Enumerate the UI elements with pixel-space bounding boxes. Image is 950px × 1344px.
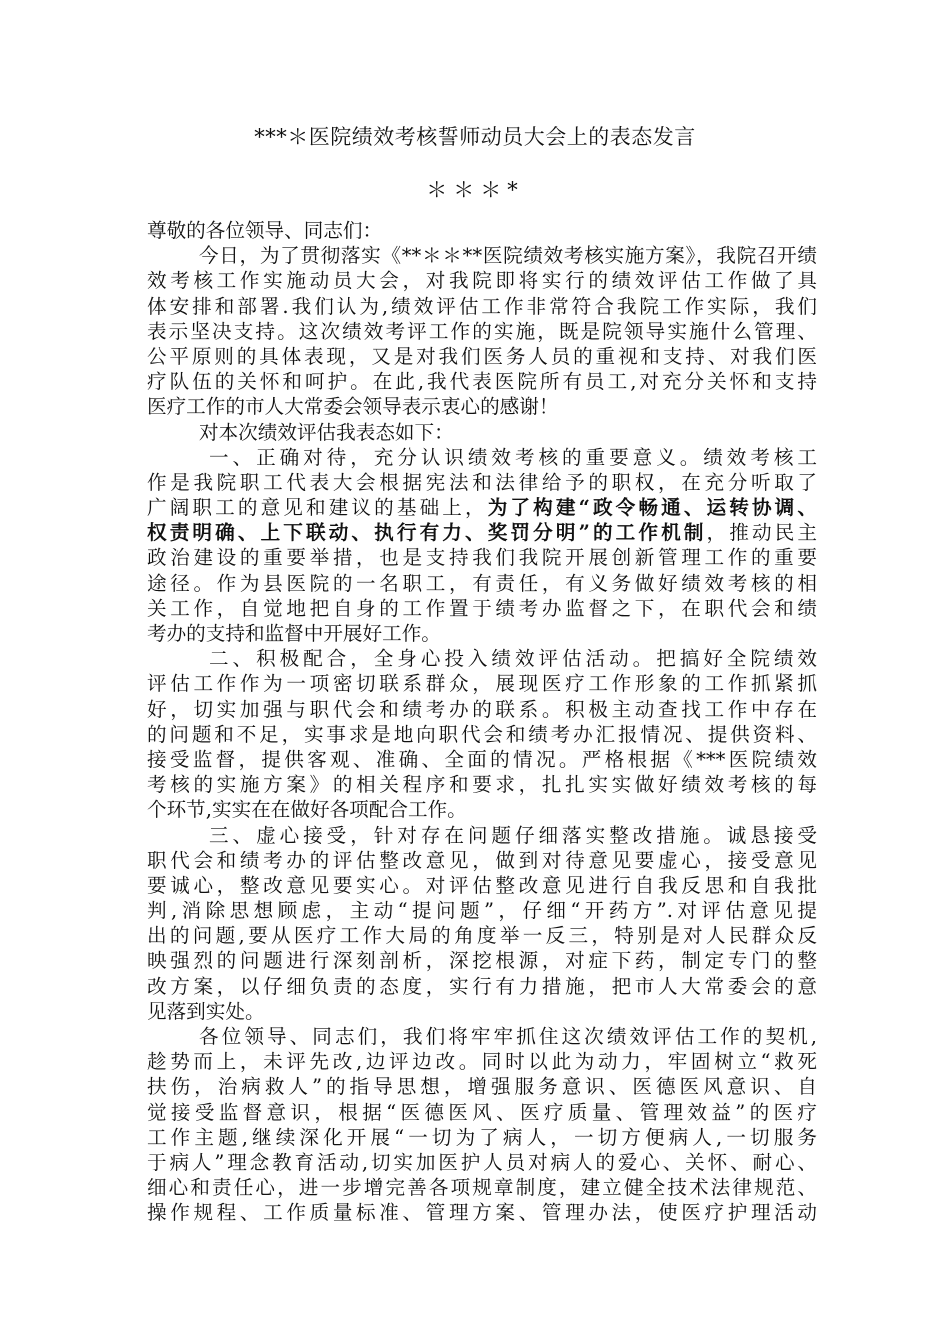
document-author: ＊＊＊* <box>426 178 524 202</box>
paragraph-1 <box>147 243 817 419</box>
paragraph-line: 公平原则的具体表现，又是对我们医务人员的重视和支持、对我们医 <box>147 344 817 368</box>
paragraph-line: 觉接受监督意识，根据“医德医风、医疗质量、管理效益”的医疗 <box>147 1100 817 1124</box>
paragraph-line: 评估工作作为一项密切联系群众，展现医疗工作形象的工作抓紧抓 <box>147 672 817 696</box>
paragraph-line: 关工作，自觉地把自身的工作置于绩考办监督之下，在职代会和绩 <box>147 596 817 620</box>
document-body <box>147 218 817 1226</box>
salutation: 尊敬的各位领导、同志们： <box>147 219 383 242</box>
paragraph-line: 于病人”理念教育活动,切实加医护人员对病人的爱心、关怀、耐心、 <box>147 1150 817 1174</box>
text-bold: 为了构建“政令畅通、运转协调、 <box>487 496 817 520</box>
paragraph-line: 改方案，以仔细负责的态度，实行有力措施，把市人大常委会的意 <box>147 974 817 998</box>
paragraph-line: 要诚心，整改意见要实心。对评估整改意见进行自我反思和自我批 <box>147 873 817 897</box>
paragraph-line-mixed <box>147 520 817 545</box>
paragraph-line: 接受监督，提供客观、准确、全面的情况。严格根据《***医院绩效 <box>147 747 817 771</box>
paragraph-line: 今日，为了贯彻落实《**＊＊**医院绩效考核实施方案》，我院召开绩 <box>199 244 817 268</box>
text-normal: 广阔职工的意见和建议的基础上， <box>147 496 488 520</box>
paragraph-line: 政治建设的重要举措，也是支持我们我院开展创新管理工作的重要 <box>147 546 817 570</box>
paragraph-line: 操作规程、工作质量标准、管理方案、管理办法，使医疗护理活动 <box>147 1201 817 1225</box>
paragraph-line: 的问题和不足，实事求是地向职代会和绩考办汇报情况、提供资料、 <box>147 722 817 746</box>
text-normal: ，推动民主 <box>706 521 817 545</box>
paragraph-line: 职代会和绩考办的评估整改意见，做到对待意见要虚心，接受意见 <box>147 848 817 872</box>
paragraph-line: 二、积极配合，全身心投入绩效评估活动。把搞好全院绩效 <box>209 647 817 671</box>
paragraph-line: 见落到实处。 <box>147 999 265 1023</box>
paragraph-line: 判,消除思想顾虑，主动“提问题”，仔细“开药方”.对评估意见提 <box>147 899 817 923</box>
paragraph-5 <box>147 823 817 1025</box>
paragraph-line: 出的问题,要从医疗工作大局的角度举一反三，特别是对人民群众反 <box>147 924 817 948</box>
paragraph-line: 一、正确对待，充分认识绩效考核的重要意义。绩效考核工 <box>209 445 817 469</box>
paragraph-line: 细心和责任心，进一步增完善各项规章制度，建立健全技术法律规范、 <box>147 1176 817 1200</box>
paragraph-line: 扶伤，治病救人”的指导思想，增强服务意识、医德医风意识、自 <box>147 1075 817 1099</box>
paragraph-line: 医疗工作的市人大常委会领导表示衷心的感谢！ <box>147 395 559 419</box>
text-bold: 权责明确、上下联动、执行有力、奖罚分明”的工作机制 <box>147 521 707 545</box>
paragraph-2: 对本次绩效评估我表态如下： <box>199 420 454 444</box>
paragraph-line: 三、虚心接受，针对存在问题仔细落实整改措施。诚恳接受 <box>209 823 817 847</box>
paragraph-4 <box>147 646 817 822</box>
paragraph-line: 各位领导、同志们，我们将牢牢抓住这次绩效评估工作的契机, <box>199 1025 817 1048</box>
paragraph-line: 效考核工作实施动员大会，对我院即将实行的绩效评估工作做了具 <box>147 269 817 293</box>
paragraph-line: 作是我院职工代表大会根据宪法和法律给予的职权，在充分听取了 <box>147 470 817 494</box>
paragraph-line: 疗队伍的关怀和呵护。在此,我代表医院所有员工,对充分关怀和支持 <box>147 370 817 394</box>
paragraph-line: 工作主题,继续深化开展“一切为了病人，一切方便病人,一切服务 <box>147 1125 817 1149</box>
paragraph-line-mixed <box>147 495 817 520</box>
paragraph-line: 表示坚决支持。这次绩效考评工作的实施，既是院领导实施什么管理、 <box>147 319 817 343</box>
paragraph-line: 趁势而上，未评先改,边评边改。同时以此为动力，牢固树立“救死 <box>147 1050 817 1074</box>
paragraph-line: 考核的实施方案》的相关程序和要求，扎扎实实做好绩效考核的每 <box>147 773 817 797</box>
paragraph-line: 好，切实加强与职代会和绩考办的联系。积极主动查找工作中存在 <box>147 697 817 721</box>
paragraph-6 <box>147 1024 817 1226</box>
paragraph-line: 个环节,实实在在做好各项配合工作。 <box>147 798 467 822</box>
paragraph-3 <box>147 445 817 647</box>
paragraph-line: 途径。作为县医院的一名职工，有责任，有义务做好绩效考核的相 <box>147 571 817 595</box>
paragraph-line: 考办的支持和监督中开展好工作。 <box>147 622 441 645</box>
paragraph-line: 体安排和部署.我们认为,绩效评估工作非常符合我院工作实际，我们 <box>147 294 817 318</box>
paragraph-line: 映强烈的问题进行深刻剖析，深挖根源，对症下药，制定专门的整 <box>147 949 817 973</box>
document-title: ***＊医院绩效考核誓师动员大会上的表态发言 <box>254 125 696 149</box>
